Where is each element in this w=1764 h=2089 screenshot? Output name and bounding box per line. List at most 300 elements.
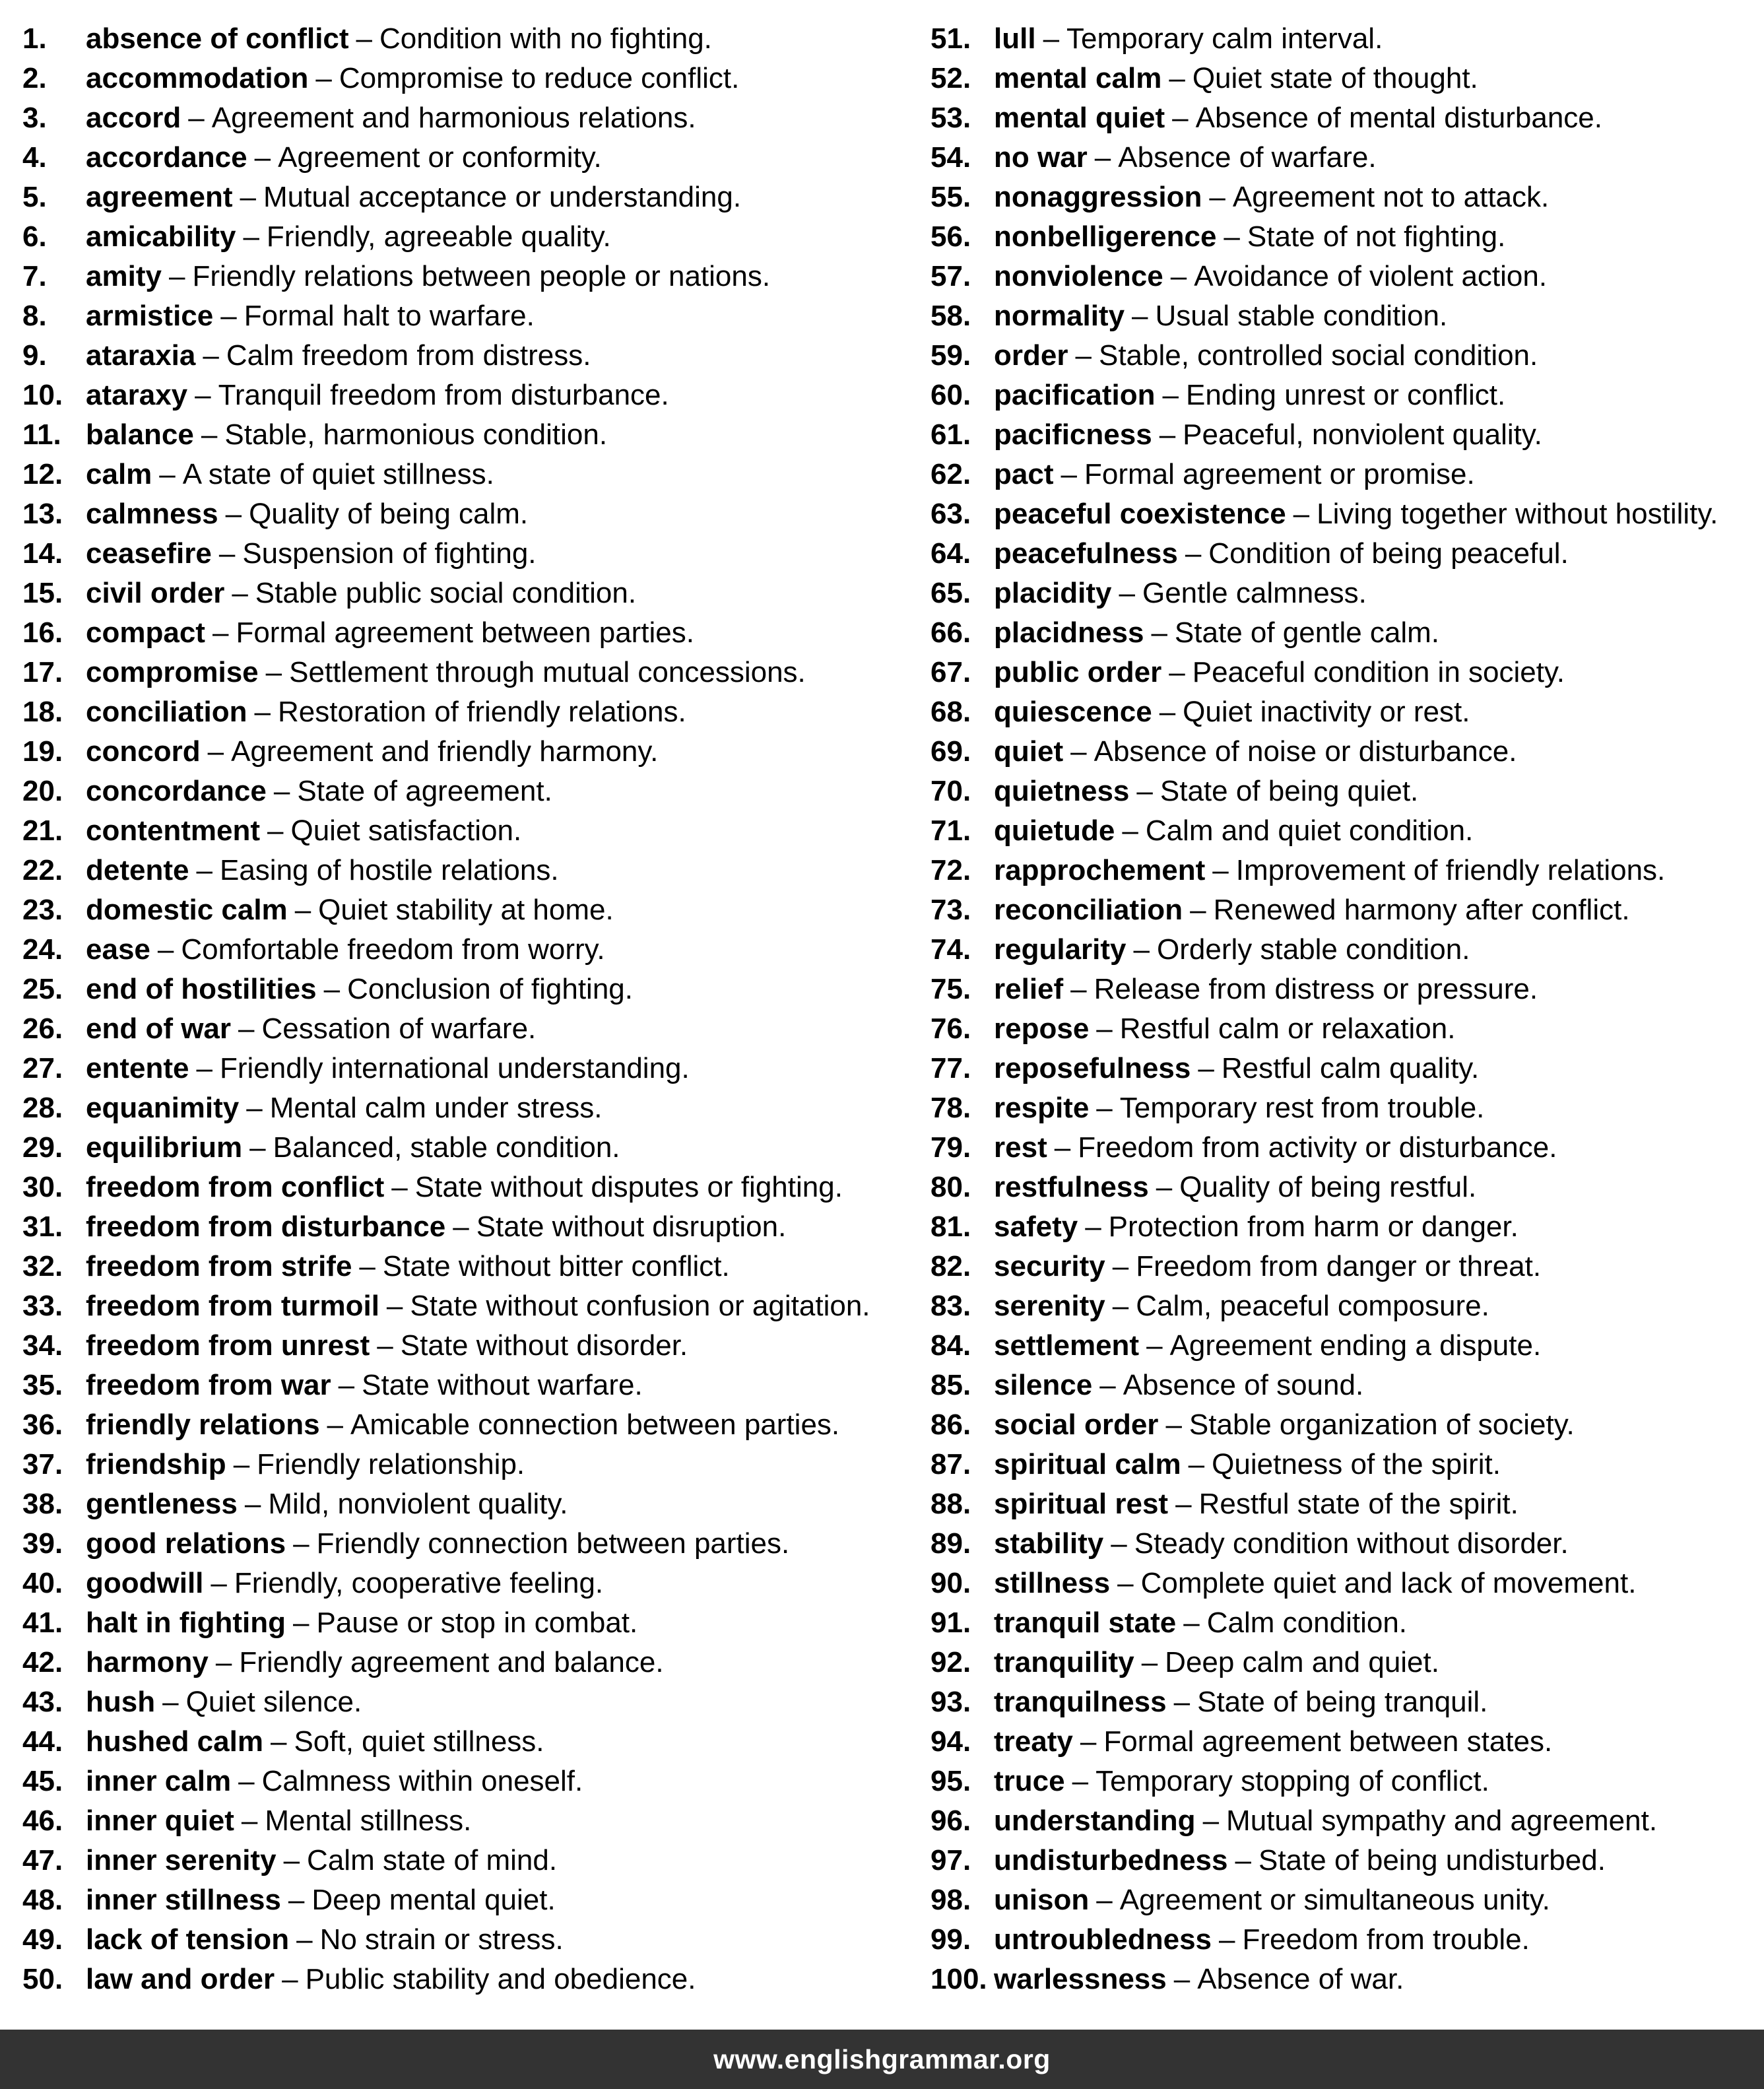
item-separator: – [1119, 577, 1135, 609]
item-term: friendship [86, 1448, 226, 1480]
item-number: 5. [22, 181, 47, 213]
item-term: undisturbedness [994, 1844, 1228, 1876]
item-definition: State of agreement. [297, 775, 552, 807]
list-item [22, 1128, 900, 1168]
item-definition: Improvement of friendly relations. [1235, 854, 1666, 886]
item-number: 78. [931, 1092, 971, 1124]
list-item [931, 1168, 1762, 1207]
list-item [22, 970, 900, 1009]
item-term: lull [994, 22, 1036, 55]
item-separator: – [294, 894, 311, 926]
list-item [931, 217, 1762, 257]
item-separator: – [1162, 379, 1179, 411]
item-term: concordance [86, 775, 267, 807]
item-definition: Stable public social condition. [255, 577, 637, 609]
item-definition: Formal halt to warfare. [244, 300, 535, 332]
list-item [931, 1524, 1762, 1564]
item-number: 68. [931, 696, 971, 728]
item-definition: Mutual sympathy and agreement. [1226, 1805, 1658, 1837]
list-item [22, 1960, 900, 1999]
list-item [931, 494, 1762, 534]
item-separator: – [1112, 1290, 1129, 1322]
item-definition: Ending unrest or conflict. [1185, 379, 1506, 411]
item-term: relief [994, 973, 1064, 1005]
list-item [22, 1682, 900, 1722]
item-separator: – [1198, 1052, 1214, 1084]
item-number: 85. [931, 1369, 971, 1401]
item-separator: – [453, 1210, 469, 1243]
item-definition: Quality of being calm. [249, 498, 529, 530]
item-definition: Peaceful, nonviolent quality. [1183, 418, 1542, 451]
item-definition: Deep mental quiet. [311, 1884, 556, 1916]
item-definition: Restful state of the spirit. [1198, 1488, 1519, 1520]
item-separator: – [241, 1805, 258, 1837]
list-item [931, 692, 1762, 732]
item-separator: – [1169, 62, 1185, 94]
item-number: 16. [22, 616, 63, 649]
item-definition: Suspension of fighting. [242, 537, 537, 570]
item-definition: Condition of being peaceful. [1208, 537, 1569, 570]
item-separator: – [323, 973, 341, 1005]
item-separator: – [1183, 1607, 1200, 1639]
item-definition: Tranquil freedom from disturbance. [218, 379, 669, 411]
list-item [22, 1920, 900, 1960]
item-number: 73. [931, 894, 971, 926]
item-term: lack of tension [86, 1923, 290, 1956]
list-item [22, 178, 900, 217]
item-term: inner stillness [86, 1884, 281, 1916]
list-item [22, 1841, 900, 1880]
item-term: repose [994, 1012, 1090, 1045]
item-term: pacification [994, 379, 1156, 411]
item-term: mental calm [994, 62, 1162, 94]
item-term: reconciliation [994, 894, 1183, 926]
item-number: 97. [931, 1844, 971, 1876]
list-item [931, 890, 1762, 930]
item-term: nonbelligerence [994, 220, 1217, 253]
word-list [0, 19, 1764, 1999]
item-number: 60. [931, 379, 971, 411]
item-number: 36. [22, 1409, 63, 1441]
list-item [22, 534, 900, 574]
item-number: 87. [931, 1448, 971, 1480]
list-item [22, 336, 900, 376]
item-separator: – [225, 498, 242, 530]
item-definition: Absence of noise or disturbance. [1094, 735, 1517, 768]
item-separator: – [211, 1567, 227, 1599]
item-number: 19. [22, 735, 63, 768]
list-item [22, 1009, 900, 1049]
item-number: 13. [22, 498, 63, 530]
list-item [931, 1880, 1762, 1920]
item-term: restfulness [994, 1171, 1149, 1203]
item-term: freedom from disturbance [86, 1210, 446, 1243]
item-number: 8. [22, 300, 47, 332]
item-definition: Friendly international understanding. [219, 1052, 690, 1084]
list-item [931, 1088, 1762, 1128]
list-item [931, 336, 1762, 376]
item-number: 63. [931, 498, 971, 530]
item-definition: Easing of hostile relations. [219, 854, 559, 886]
item-separator: – [1122, 814, 1138, 847]
item-number: 56. [931, 220, 971, 253]
list-item [931, 1207, 1762, 1247]
item-separator: – [218, 537, 236, 570]
list-item [931, 1801, 1762, 1841]
item-separator: – [203, 339, 219, 372]
list-item [22, 1049, 900, 1088]
item-separator: – [293, 1607, 310, 1639]
item-number: 52. [931, 62, 971, 94]
item-definition: Friendly connection between parties. [316, 1527, 790, 1560]
item-term: inner calm [86, 1765, 232, 1797]
item-number: 48. [22, 1884, 63, 1916]
item-number: 95. [931, 1765, 971, 1797]
list-item [931, 178, 1762, 217]
item-number: 100. [931, 1963, 987, 1995]
item-definition: Mental stillness. [265, 1805, 472, 1837]
item-number: 25. [22, 973, 63, 1005]
item-definition: Stable, controlled social condition. [1098, 339, 1538, 372]
item-term: absence of conflict [86, 22, 349, 55]
item-number: 90. [931, 1567, 971, 1599]
item-separator: – [238, 1765, 255, 1797]
item-number: 65. [931, 577, 971, 609]
item-term: accord [86, 102, 181, 134]
item-separator: – [1219, 1923, 1235, 1956]
list-item [22, 732, 900, 772]
item-number: 49. [22, 1923, 63, 1956]
item-definition: Compromise to reduce conflict. [339, 62, 740, 94]
item-definition: Calm condition. [1206, 1607, 1408, 1639]
list-item [931, 1128, 1762, 1168]
item-definition: State without warfare. [362, 1369, 643, 1401]
item-number: 69. [931, 735, 971, 768]
item-term: ataraxia [86, 339, 196, 372]
item-term: halt in fighting [86, 1607, 286, 1639]
item-separator: – [1151, 616, 1167, 649]
item-term: mental quiet [994, 102, 1165, 134]
item-number: 15. [22, 577, 63, 609]
item-separator: – [1061, 458, 1077, 490]
item-number: 96. [931, 1805, 971, 1837]
item-separator: – [1209, 181, 1225, 213]
item-definition: Temporary stopping of conflict. [1095, 1765, 1489, 1797]
item-number: 58. [931, 300, 971, 332]
item-term: compact [86, 616, 205, 649]
item-definition: No strain or stress. [319, 1923, 564, 1956]
item-term: hushed calm [86, 1725, 263, 1758]
item-term: concord [86, 735, 201, 768]
item-separator: – [1172, 102, 1189, 134]
list-item [22, 1326, 900, 1366]
list-item [22, 1088, 900, 1128]
item-separator: – [1170, 260, 1187, 292]
item-term: truce [994, 1765, 1065, 1797]
item-term: warlessness [994, 1963, 1167, 1995]
list-item [22, 851, 900, 890]
item-definition: Comfortable freedom from worry. [181, 933, 605, 966]
item-number: 79. [931, 1131, 971, 1164]
item-definition: Living together without hostility. [1317, 498, 1718, 530]
item-number: 84. [931, 1329, 971, 1362]
item-term: safety [994, 1210, 1078, 1243]
item-separator: – [1132, 300, 1148, 332]
list-item [931, 1722, 1762, 1762]
item-number: 39. [22, 1527, 63, 1560]
item-separator: – [220, 300, 237, 332]
item-term: pact [994, 458, 1054, 490]
list-item [22, 930, 900, 970]
list-item [22, 1643, 900, 1682]
item-number: 9. [22, 339, 47, 372]
list-item [22, 1366, 900, 1405]
right-column [931, 19, 1762, 1999]
item-number: 86. [931, 1409, 971, 1441]
list-item [931, 653, 1762, 692]
item-term: contentment [86, 814, 260, 847]
item-definition: Quality of being restful. [1179, 1171, 1477, 1203]
item-term: peacefulness [994, 537, 1178, 570]
item-number: 12. [22, 458, 63, 490]
item-number: 2. [22, 62, 47, 94]
list-item [931, 376, 1762, 415]
item-definition: Mental calm under stress. [269, 1092, 603, 1124]
item-definition: Mild, nonviolent quality. [268, 1488, 568, 1520]
item-term: serenity [994, 1290, 1105, 1322]
item-definition: Calm and quiet condition. [1145, 814, 1474, 847]
item-separator: – [1202, 1805, 1220, 1837]
item-number: 37. [22, 1448, 63, 1480]
list-item [931, 1762, 1762, 1801]
item-term: tranquility [994, 1646, 1134, 1678]
item-separator: – [159, 458, 176, 490]
item-term: friendly relations [86, 1409, 320, 1441]
item-definition: State of being undisturbed. [1258, 1844, 1606, 1876]
list-item [22, 415, 900, 455]
footer-website[interactable]: www.englishgrammar.org [713, 2043, 1051, 2074]
item-term: agreement [86, 181, 233, 213]
list-item [931, 415, 1762, 455]
item-term: ataraxy [86, 379, 188, 411]
list-item [931, 1960, 1762, 1999]
item-separator: – [296, 1923, 313, 1956]
item-term: freedom from turmoil [86, 1290, 379, 1322]
list-item [931, 257, 1762, 296]
item-number: 77. [931, 1052, 971, 1084]
item-number: 59. [931, 339, 971, 372]
item-separator: – [273, 775, 290, 807]
item-number: 40. [22, 1567, 63, 1599]
item-term: freedom from conflict [86, 1171, 385, 1203]
item-term: treaty [994, 1725, 1073, 1758]
item-term: rapprochement [994, 854, 1206, 886]
item-definition: Stable, harmonious condition. [224, 418, 608, 451]
item-definition: Orderly stable condition. [1157, 933, 1470, 966]
item-separator: – [212, 616, 229, 649]
item-definition: Conclusion of fighting. [347, 973, 633, 1005]
item-definition: Steady condition without disorder. [1134, 1527, 1569, 1560]
item-number: 50. [22, 1963, 63, 1995]
item-number: 35. [22, 1369, 63, 1401]
item-definition: Calm, peaceful composure. [1136, 1290, 1489, 1322]
footer-bar [0, 2030, 1764, 2089]
item-term: nonaggression [994, 181, 1202, 213]
item-number: 42. [22, 1646, 63, 1678]
item-term: balance [86, 418, 194, 451]
item-separator: – [267, 814, 284, 847]
item-separator: – [1175, 1488, 1192, 1520]
list-item [931, 1920, 1762, 1960]
item-separator: – [282, 1963, 298, 1995]
item-definition: Quiet silence. [185, 1686, 362, 1718]
item-separator: – [1133, 933, 1150, 966]
item-term: equilibrium [86, 1131, 243, 1164]
item-definition: Condition with no fighting. [379, 22, 712, 55]
item-separator: – [207, 735, 224, 768]
item-separator: – [1235, 1844, 1251, 1876]
item-separator: – [1043, 22, 1060, 55]
item-definition: Quiet inactivity or rest. [1183, 696, 1470, 728]
item-definition: Quiet stability at home. [318, 894, 614, 926]
item-separator: – [254, 141, 271, 174]
item-separator: – [195, 379, 211, 411]
item-definition: A state of quiet stillness. [182, 458, 494, 490]
item-definition: State of being quiet. [1160, 775, 1419, 807]
item-term: inner serenity [86, 1844, 277, 1876]
item-definition: Mutual acceptance or understanding. [263, 181, 742, 213]
item-definition: Formal agreement between states. [1103, 1725, 1553, 1758]
item-term: placidity [994, 577, 1112, 609]
item-term: reposefulness [994, 1052, 1191, 1084]
list-item [931, 138, 1762, 178]
item-term: entente [86, 1052, 189, 1084]
item-separator: – [1117, 1567, 1134, 1599]
item-definition: Freedom from trouble. [1242, 1923, 1530, 1956]
item-separator: – [1185, 537, 1202, 570]
item-term: amity [86, 260, 162, 292]
item-number: 21. [22, 814, 63, 847]
item-definition: Agreement and harmonious relations. [211, 102, 696, 134]
item-term: no war [994, 141, 1088, 174]
item-separator: – [1111, 1527, 1127, 1560]
item-term: end of hostilities [86, 973, 317, 1005]
item-separator: – [1146, 1329, 1163, 1362]
item-term: spiritual calm [994, 1448, 1181, 1480]
item-term: detente [86, 854, 189, 886]
item-definition: Absence of warfare. [1118, 141, 1377, 174]
item-number: 32. [22, 1250, 63, 1282]
item-separator: – [1096, 1884, 1113, 1916]
item-number: 10. [22, 379, 63, 411]
list-item [22, 376, 900, 415]
item-definition: Calmness within oneself. [261, 1765, 583, 1797]
item-number: 45. [22, 1765, 63, 1797]
item-number: 70. [931, 775, 971, 807]
item-term: accommodation [86, 62, 309, 94]
item-number: 24. [22, 933, 63, 966]
item-term: unison [994, 1884, 1090, 1916]
item-separator: – [356, 22, 373, 55]
item-term: untroubledness [994, 1923, 1212, 1956]
list-item [22, 1286, 900, 1326]
item-number: 20. [22, 775, 63, 807]
item-separator: – [1096, 1012, 1113, 1045]
list-item [22, 455, 900, 494]
item-term: stillness [994, 1567, 1111, 1599]
list-item [931, 1049, 1762, 1088]
item-separator: – [1054, 1131, 1071, 1164]
item-separator: – [240, 181, 257, 213]
item-definition: State without confusion or agitation. [410, 1290, 870, 1322]
item-term: quiet [994, 735, 1064, 768]
list-item [22, 1762, 900, 1801]
item-separator: – [196, 854, 212, 886]
item-separator: – [246, 1092, 263, 1124]
item-number: 46. [22, 1805, 63, 1837]
item-separator: – [386, 1290, 403, 1322]
item-definition: Agreement not to attack. [1232, 181, 1550, 213]
item-separator: – [315, 62, 332, 94]
item-number: 26. [22, 1012, 63, 1045]
item-separator: – [1173, 1963, 1191, 1995]
item-number: 55. [931, 181, 971, 213]
item-number: 88. [931, 1488, 971, 1520]
item-separator: – [233, 1448, 250, 1480]
item-definition: Pause or stop in combat. [316, 1607, 638, 1639]
item-separator: – [188, 102, 205, 134]
item-term: regularity [994, 933, 1127, 966]
list-item [22, 1722, 900, 1762]
item-separator: – [1094, 141, 1111, 174]
list-item [931, 811, 1762, 851]
item-separator: – [338, 1369, 355, 1401]
item-term: freedom from strife [86, 1250, 352, 1282]
item-term: normality [994, 300, 1125, 332]
item-separator: – [283, 1844, 300, 1876]
item-definition: Soft, quiet stillness. [294, 1725, 544, 1758]
item-number: 43. [22, 1686, 63, 1718]
list-item [22, 692, 900, 732]
item-separator: – [215, 1646, 232, 1678]
list-item [22, 1445, 900, 1484]
list-item [931, 574, 1762, 613]
list-item [931, 455, 1762, 494]
item-definition: Formal agreement between parties. [236, 616, 695, 649]
item-separator: – [1085, 1210, 1101, 1243]
item-number: 47. [22, 1844, 63, 1876]
list-item [22, 653, 900, 692]
item-definition: Friendly agreement and balance. [239, 1646, 664, 1678]
item-separator: – [1173, 1686, 1191, 1718]
item-term: gentleness [86, 1488, 238, 1520]
list-item [22, 772, 900, 811]
item-term: amicability [86, 220, 236, 253]
item-number: 61. [931, 418, 971, 451]
item-separator: – [238, 1012, 255, 1045]
list-item [931, 1366, 1762, 1405]
list-item [931, 1564, 1762, 1603]
item-number: 76. [931, 1012, 971, 1045]
item-number: 94. [931, 1725, 971, 1758]
item-definition: Restful calm quality. [1221, 1052, 1480, 1084]
item-number: 1. [22, 22, 47, 55]
item-term: respite [994, 1092, 1090, 1124]
item-definition: Friendly, cooperative feeling. [234, 1567, 604, 1599]
item-term: social order [994, 1409, 1159, 1441]
left-column [22, 19, 900, 1999]
list-item [931, 1484, 1762, 1524]
